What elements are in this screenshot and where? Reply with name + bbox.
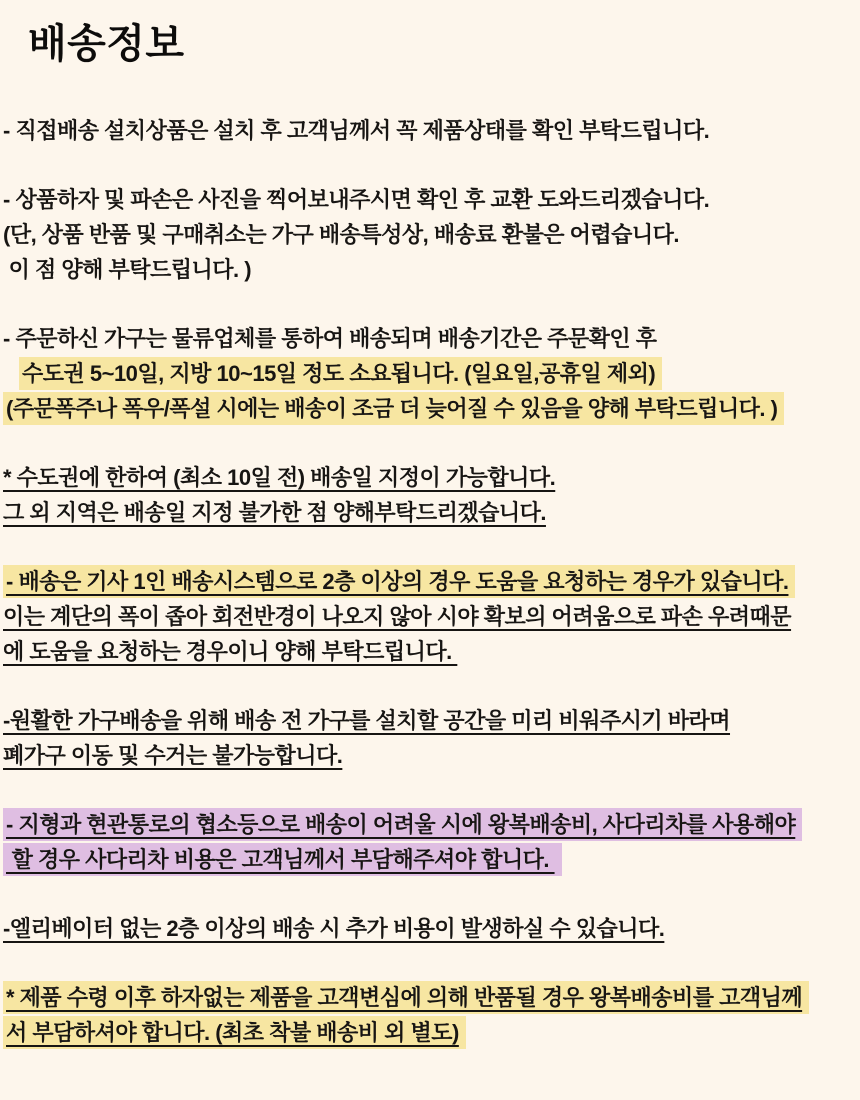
- text-line: [3, 911, 860, 946]
- text-line: [3, 599, 860, 634]
- paragraph-no-elevator: [3, 911, 860, 946]
- text-line: [3, 807, 860, 842]
- highlighted-underlined-text: - 지형과 현관통로의 협소등으로 배송이 어려울 시에 왕복배송비, 사다리차를 사용해야: [3, 808, 802, 841]
- paragraph-defect-exchange: [3, 182, 860, 287]
- underlined-text: -원활한 가구배송을 위해 배송 전 가구를 설치할 공간을 미리 비워주시기 바라며: [3, 708, 731, 733]
- underlined-text: 그 외 지역은 배송일 지정 불가한 점 양해부탁드리겠습니다.: [3, 500, 546, 525]
- body-text: 이 점 양해 부탁드립니다. ): [3, 257, 252, 282]
- underlined-text: 에 도움을 요청하는 경우이니 양해 부탁드립니다.: [3, 639, 458, 664]
- underlined-text: -엘리베이터 없는 2층 이상의 배송 시 추가 비용이 발생하실 수 있습니다.: [3, 916, 665, 941]
- text-line: [3, 217, 860, 252]
- underlined-text: 폐가구 이동 및 수거는 불가능합니다.: [3, 743, 343, 768]
- highlighted-underlined-text: - 배송은 기사 1인 배송시스템으로 2층 이상의 경우 도움을 요청하는 경우가 있습니다.: [3, 565, 795, 598]
- page-title: 배송정보: [28, 22, 185, 66]
- body-text: - 상품하자 및 파손은 사진을 찍어보내주시면 확인 후 교환 도와드리겠습니다.: [3, 187, 710, 212]
- body-text: - 주문하신 가구는 물류업체를 통하여 배송되며 배송기간은 주문확인 후: [3, 326, 657, 351]
- highlighted-underlined-text: * 제품 수령 이후 하자없는 제품을 고객변심에 의해 반품될 경우 왕복배송비를 고객님께: [3, 981, 809, 1014]
- paragraph-return-fee: [3, 980, 860, 1050]
- text-line: [3, 495, 860, 530]
- text-line: [3, 703, 860, 738]
- text-line: [3, 182, 860, 217]
- text-line: [3, 460, 860, 495]
- text-line: [3, 634, 860, 669]
- underlined-text: * 수도권에 한하여 (최소 10일 전) 배송일 지정이 가능합니다.: [3, 465, 556, 490]
- highlighted-underlined-text: 서 부담하셔야 합니다. (최초 착불 배송비 외 별도): [3, 1016, 466, 1049]
- paragraph-delivery-period: [3, 321, 860, 426]
- underlined-text: 이는 계단의 폭이 좁아 회전반경이 나오지 않아 시야 확보의 어려움으로 파손 우려때문: [3, 604, 792, 629]
- paragraph-delivery-date: [3, 460, 860, 530]
- paragraph-single-driver: [3, 564, 860, 669]
- text-line: [3, 252, 860, 287]
- text-line: [3, 842, 860, 877]
- text-line: [3, 980, 860, 1015]
- body-text: - 직접배송 설치상품은 설치 후 고객님께서 꼭 제품상태를 확인 부탁드립니다.: [3, 118, 710, 143]
- text-line: [3, 391, 860, 426]
- paragraph-ladder-truck: [3, 807, 860, 877]
- paragraph-clear-space: [3, 703, 860, 773]
- highlighted-text: 수도권 5~10일, 지방 10~15일 정도 소요됩니다. (일요일,공휴일 제외): [19, 357, 662, 390]
- text-line: [3, 564, 860, 599]
- text-line: [3, 1015, 860, 1050]
- text-line: [3, 356, 860, 391]
- text-line: [3, 738, 860, 773]
- text-line: [3, 321, 860, 356]
- highlighted-text: (주문폭주나 폭우/폭설 시에는 배송이 조금 더 늦어질 수 있음을 양해 부탁드립니다. ): [3, 392, 784, 425]
- text-line: [3, 113, 860, 148]
- paragraph-install-check: [3, 113, 860, 148]
- body-text: (단, 상품 반품 및 구매취소는 가구 배송특성상, 배송료 환불은 어렵습니다.: [3, 222, 679, 247]
- highlighted-underlined-text: 할 경우 사다리차 비용은 고객님께서 부담해주셔야 합니다.: [3, 843, 562, 876]
